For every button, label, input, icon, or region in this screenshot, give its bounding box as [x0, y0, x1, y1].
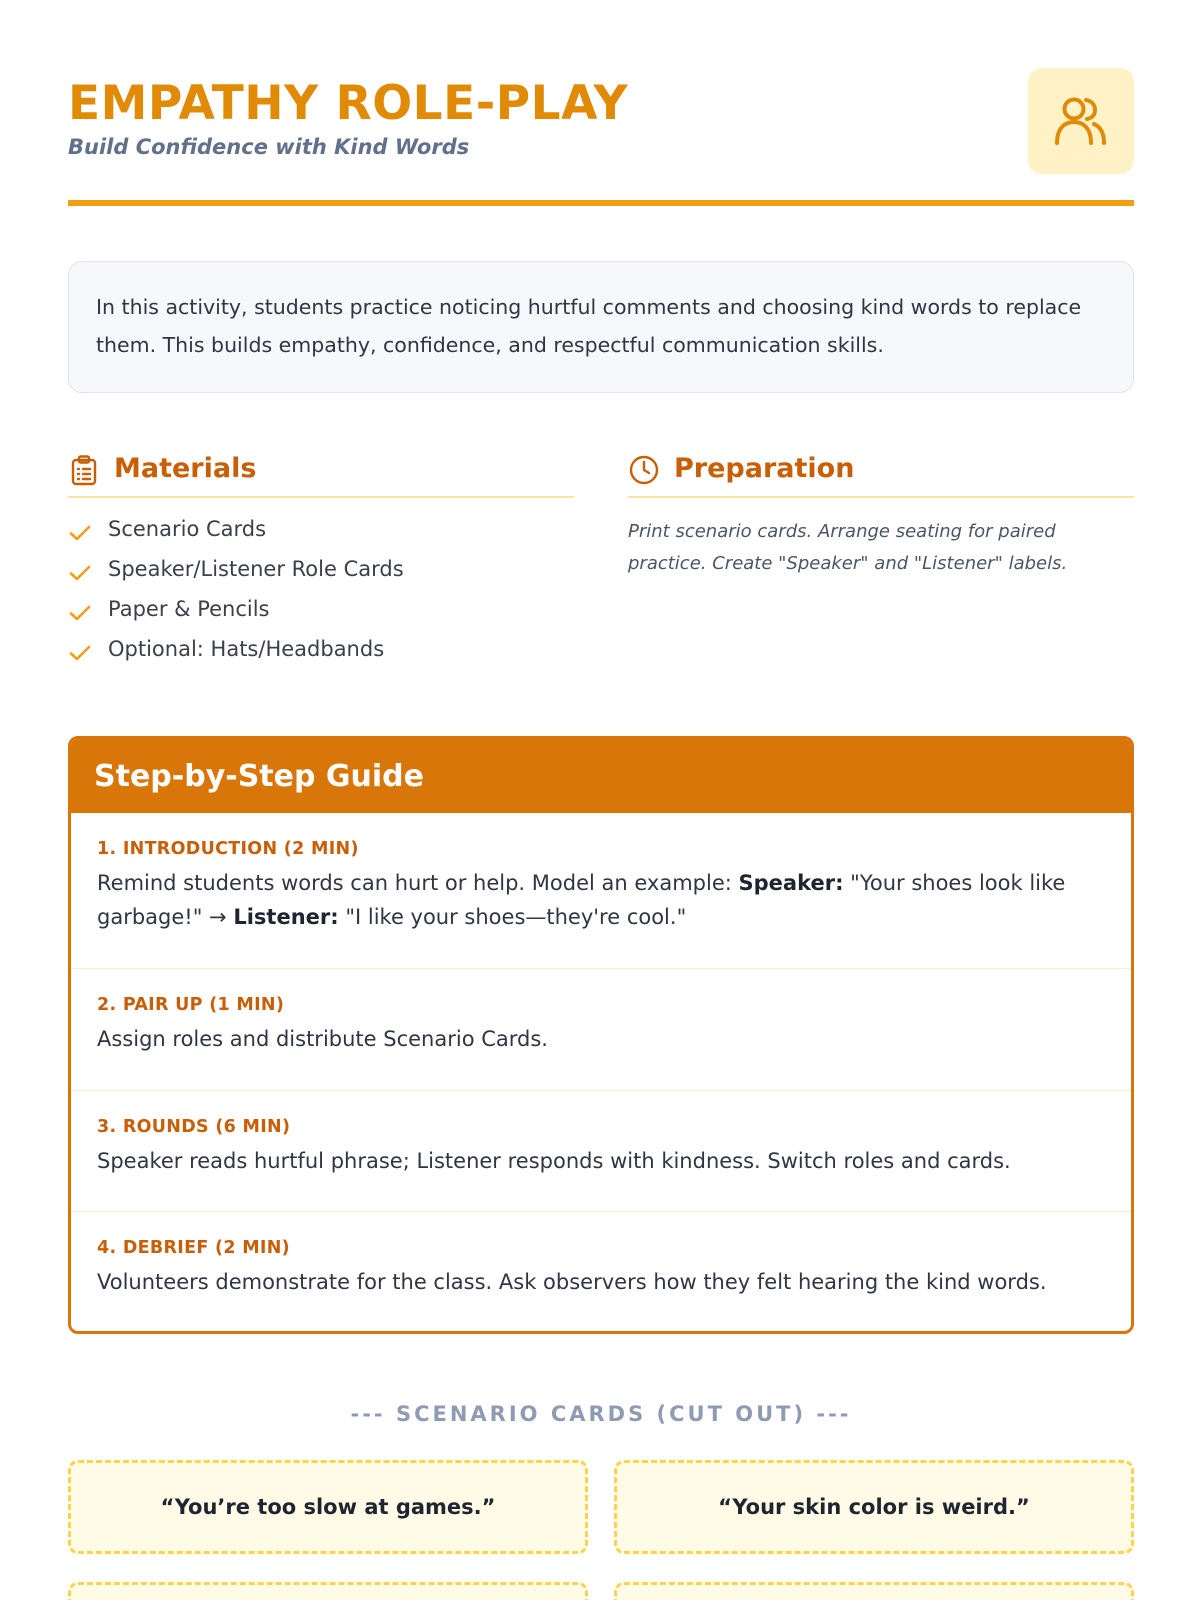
page-header [68, 66, 1134, 206]
step-item [71, 1212, 1131, 1333]
step-guide-title: Step-by-Step Guide [71, 739, 1131, 813]
step-title: 2. PAIR UP (1 MIN) [97, 995, 285, 1015]
clock-icon [628, 454, 660, 486]
scenario-cards-label: --- SCENARIO CARDS (CUT OUT) --- [350, 1402, 852, 1426]
material-label: Optional: Hats/Headbands [108, 637, 385, 661]
step-body: Speaker reads hurtful phrase; Listener responds with kindness. Switch roles and cards. [97, 1149, 1011, 1173]
step-title: 1. INTRODUCTION (2 MIN) [97, 839, 359, 859]
list-item [68, 632, 574, 672]
preparation-title: Preparation [674, 453, 855, 484]
page-title: EMPATHY ROLE-PLAY [68, 76, 629, 131]
listener-label: Listener: [233, 905, 339, 929]
preparation-text: Print scenario cards. Arrange seating for paired practice. Create "Speaker" and "Listener" labels. [628, 521, 1068, 574]
scenario-card-partial [614, 1582, 1134, 1600]
step-body: Assign roles and distribute Scenario Cards. [97, 1027, 548, 1051]
check-icon [68, 601, 92, 625]
materials-title: Materials [114, 453, 257, 484]
list-item [68, 552, 574, 592]
intro-box: In this activity, students practice noticing hurtful comments and choosing kind words to replace them. This builds empathy, confidence, and respectful communication skills. [68, 261, 1134, 393]
materials-list [68, 512, 574, 672]
list-item [68, 512, 574, 552]
material-label: Scenario Cards [108, 517, 267, 541]
preparation-section-header [628, 452, 1134, 498]
list-item [68, 592, 574, 632]
step-intro-text: Remind students words can hurt or help. Model an example: [97, 871, 732, 895]
step-body: Volunteers demonstrate for the class. Ask observers how they felt hearing the kind words. [97, 1270, 1047, 1294]
step-guide [68, 736, 1134, 1334]
step-item [71, 813, 1131, 969]
check-icon [68, 521, 92, 545]
scenario-card: “You’re too slow at games.” [68, 1460, 588, 1554]
clipboard-icon [68, 454, 100, 486]
material-label: Paper & Pencils [108, 597, 270, 621]
step-title: 3. ROUNDS (6 MIN) [97, 1117, 291, 1137]
check-icon [68, 641, 92, 665]
header-divider [68, 200, 1134, 206]
users-icon [1028, 68, 1134, 174]
listener-example: "I like your shoes—they're cool." [345, 905, 687, 929]
speaker-label: Speaker: [738, 871, 844, 895]
check-icon [68, 561, 92, 585]
scenario-card: “Your skin color is weird.” [614, 1460, 1134, 1554]
materials-section-header [68, 452, 574, 498]
step-item [71, 1091, 1131, 1212]
scenario-card-partial [68, 1582, 588, 1600]
material-label: Speaker/Listener Role Cards [108, 557, 404, 581]
step-item [71, 969, 1131, 1091]
step-title: 4. DEBRIEF (2 MIN) [97, 1238, 290, 1258]
step-body [97, 866, 1101, 934]
speaker-example: "Your shoes look like garbage!" → [97, 871, 1066, 929]
page-subtitle: Build Confidence with Kind Words [68, 135, 470, 159]
